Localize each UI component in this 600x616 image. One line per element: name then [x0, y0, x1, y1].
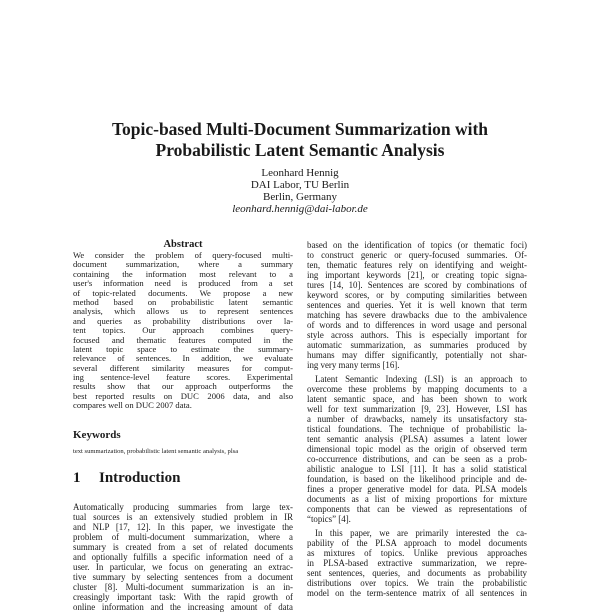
text-line: automatic summarization, as summaries produced by — [307, 340, 527, 350]
text-line: and queries as probability distributions over la- — [73, 316, 293, 326]
abstract-heading: Abstract — [163, 239, 203, 250]
text-line: cluster [8]. Multi-document summarization is an in- — [73, 582, 293, 592]
text-line: pability of the PLSA approach to model documents — [307, 538, 527, 548]
abstract — [73, 239, 293, 415]
paragraph — [307, 240, 527, 370]
text-line: fines a proper generative model for data. PLSA models — [307, 484, 527, 494]
text-line: tent semantic analysis (PLSA) assumes a latent lower — [307, 434, 527, 444]
text-line: problem of multi-document summarization, where a — [73, 532, 293, 542]
text-line: sent sentences, queries, and documents as probability — [307, 568, 527, 578]
paper-title-line-1: Topic-based Multi-Document Summarization with — [111, 119, 489, 139]
text-line: tent topics. Our approach combines query- — [73, 326, 293, 336]
text-line: matching has severe drawbacks due to the ambivalence — [307, 310, 527, 320]
paragraph — [307, 374, 527, 524]
text-line: ten, thematic features rely on identifying and weight- — [307, 260, 527, 270]
text-line: tive summary by selecting sentences from a document — [73, 572, 293, 582]
text-line: creasingly important task: With the rapid growth of — [73, 592, 293, 602]
text-line: latent topic space to estimate the summary- — [73, 344, 293, 354]
text-line: best reported results on DUC 2006 data, and also — [73, 391, 293, 401]
section-number: 1 — [73, 470, 81, 486]
text-line: foundation, is based on the likelihood principle and de- — [307, 474, 527, 484]
text-line: overcome these problems by mapping documents to a — [307, 384, 527, 394]
text-line: humans may differ significantly, potentially not shar- — [307, 350, 527, 360]
author-name: Leonhard Hennig — [261, 167, 339, 179]
text-line: co-occurrence distributions, and can be seen as a prob- — [307, 454, 527, 464]
text-line: of words and to differences in word usage and personal — [307, 320, 527, 330]
text-line: relevance of sentences. In addition, we evaluate — [73, 354, 293, 364]
text-line: Latent Semantic Indexing (LSI) is an approach to — [315, 374, 527, 384]
text-line: style across authors. This is especially important for — [307, 330, 527, 340]
text-line: and NLP [17, 12]. In this paper, we investigate the — [73, 522, 293, 532]
section-title: Introduction — [99, 470, 181, 486]
text-line: compares well on DUC 2007 data. — [73, 401, 192, 411]
text-line: to construct generic or query-focused summaries. Of- — [307, 250, 527, 260]
text-line: Automatically producing summaries from large tex- — [73, 502, 293, 512]
text-line: model on the term-sentence matrix of all sentences in — [307, 588, 527, 598]
text-line: method based on probabilistic latent semantic — [73, 297, 293, 307]
text-line: in PLSA-based extractive summarization, we repre- — [307, 558, 527, 568]
text-line: sentences and queries. Yet it is well known that term — [307, 300, 527, 310]
text-line: and optionally fulfills a specific information need of a — [73, 552, 293, 562]
text-line: analysis, which allows us to represent sentences — [73, 307, 293, 317]
keywords-heading: Keywords — [73, 429, 121, 441]
intro-left-column — [73, 502, 293, 616]
text-line: “topics” [4]. — [307, 514, 351, 524]
text-line: We consider the problem of query-focused multi- — [73, 251, 293, 260]
paper-title-line-2: Probabilistic Latent Semantic Analysis — [155, 140, 445, 160]
text-line: user's information need is produced from a set — [73, 279, 293, 289]
text-line: components that can be viewed as representations of — [307, 504, 527, 514]
author-affiliation: DAI Labor, TU Berlin — [250, 179, 350, 191]
right-column — [307, 240, 527, 602]
text-line: online information and the increasing amount of data — [73, 602, 293, 612]
text-line: ing sentence-level feature scores. Experimental — [73, 373, 293, 383]
text-line: based on the identification of topics (or thematic foci) — [307, 240, 527, 250]
text-line: distributions over topics. We train the probabilistic — [307, 578, 527, 588]
text-line: tistical foundations. The technique of probabilistic la- — [307, 424, 527, 434]
author-email: leonhard.hennig@dai-labor.de — [232, 203, 368, 215]
text-line: summary is created from a set of related documents — [73, 542, 293, 552]
author-location: Berlin, Germany — [263, 191, 337, 203]
text-line: In this paper, we are primarily interested the ca- — [315, 528, 527, 538]
text-line: latent semantic space, and has been shown to work — [307, 394, 527, 404]
text-line: keyword scores, or by computing similarities between — [307, 290, 527, 300]
text-line: well for text summarization [9, 23]. However, LSI has — [307, 404, 527, 414]
text-line: abilistic analogue to LSI [11]. It has a solid statistical — [307, 464, 527, 474]
text-line: a number of drawbacks, namely its unsatisfactory sta- — [307, 414, 527, 424]
text-line: tual sources is an extensively studied problem in IR — [73, 512, 293, 522]
keywords-text: text summarization, probabilistic latent semantic analysis, plsa — [73, 448, 239, 455]
intro-paragraph — [73, 502, 293, 612]
text-line: containing the information most relevant to a — [73, 269, 293, 279]
section-heading — [73, 470, 180, 487]
text-line: focused and thematic features computed in the — [73, 335, 293, 345]
text-line: as mixtures of topics. Unlike previous approaches — [307, 548, 527, 558]
text-line: ing important keywords [21], or creating topic signa- — [307, 270, 527, 280]
text-line: document summarization, where a summary — [73, 260, 293, 270]
text-line: results show that our approach outperforms the — [73, 382, 293, 392]
text-line: documents as a list of mixing proportions for mixture — [307, 494, 527, 504]
paragraph — [307, 528, 527, 598]
text-line: user. In particular, we focus on generating an extrac- — [73, 562, 293, 572]
abstract-body — [73, 251, 293, 411]
text-line: of topic-related documents. We propose a new — [73, 288, 293, 298]
text-line: ing very many terms [16]. — [307, 360, 400, 370]
text-line: dimensional topic model as the origin of observed term — [307, 444, 527, 454]
text-line: several different similarity measures for comput- — [73, 363, 293, 373]
text-line: tures [14, 10]. Sentences are scored by combinations of — [307, 280, 527, 290]
